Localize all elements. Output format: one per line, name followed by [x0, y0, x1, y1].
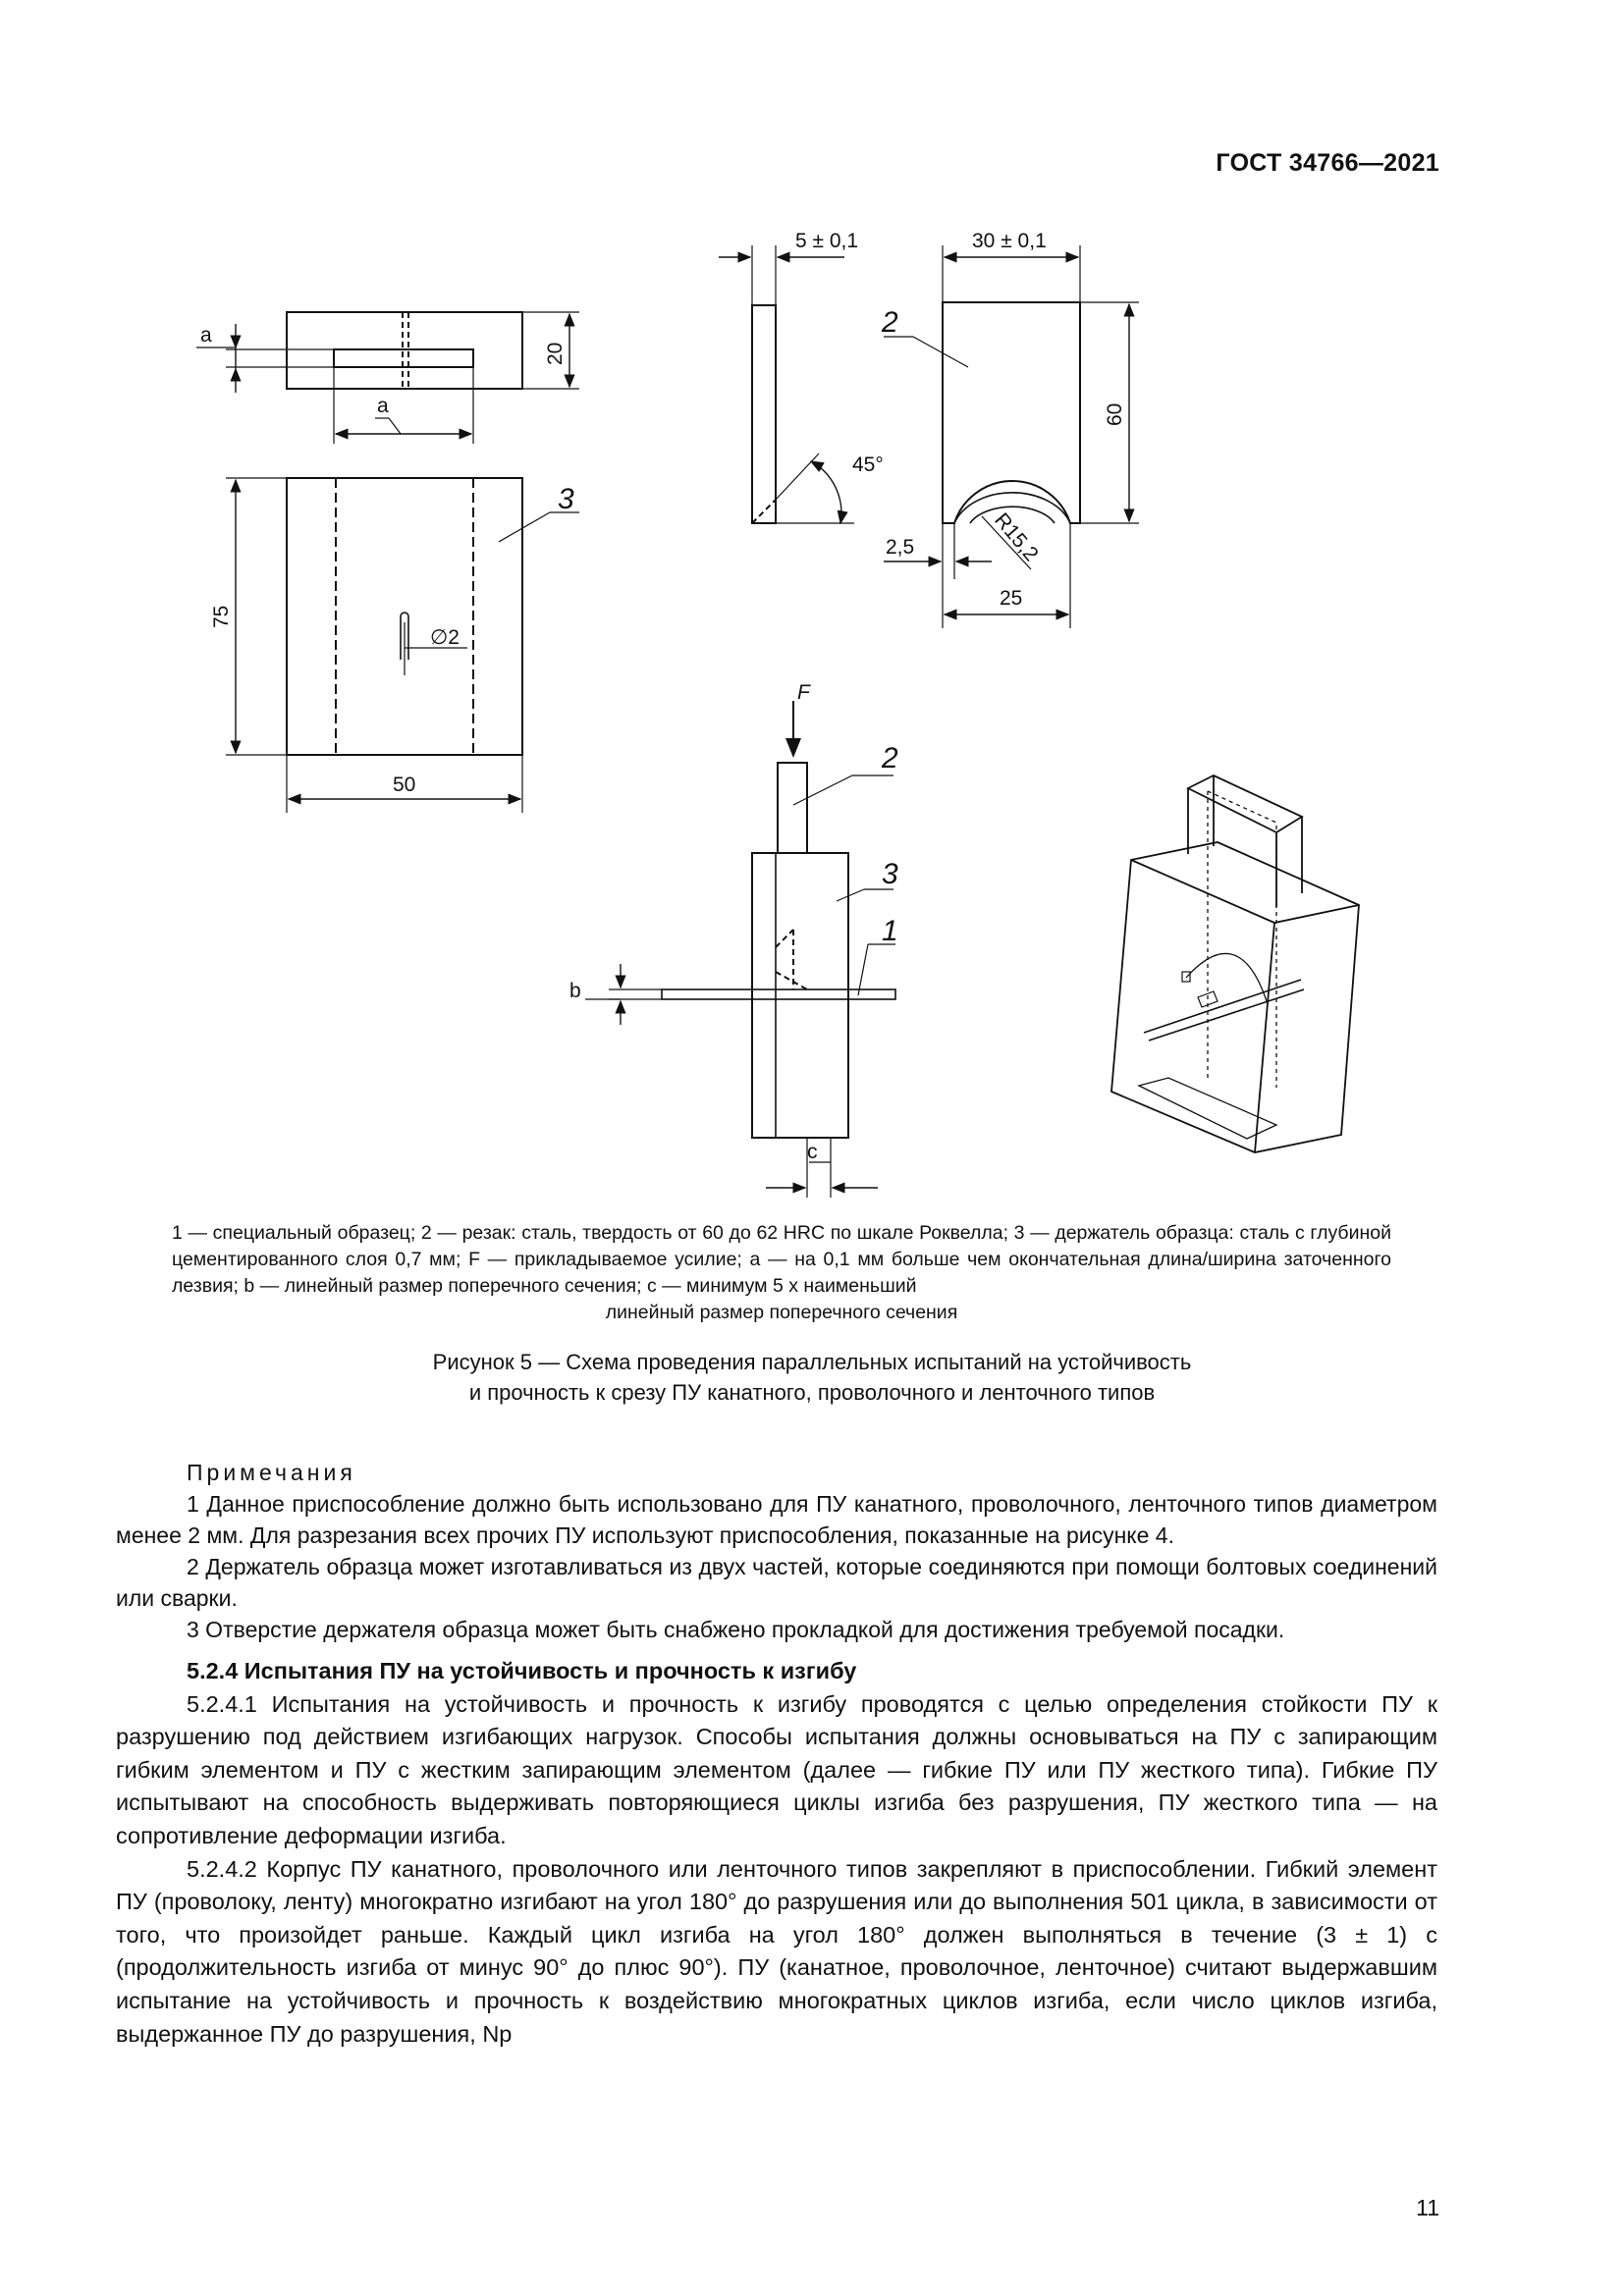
angle-label: 45° — [852, 454, 884, 476]
holder-height-label: 75 — [210, 605, 233, 628]
cutter-height-label: 60 — [1104, 402, 1126, 426]
assembly-cutter — [778, 763, 807, 853]
holder-front-view — [210, 478, 579, 813]
cutter-front-outline — [943, 302, 1080, 523]
hole-diameter-label: ∅2 — [430, 626, 460, 649]
assembly-holder — [752, 853, 848, 1138]
cutter-front-view — [881, 230, 1139, 628]
assembly-view — [569, 681, 898, 1198]
assembly-sample — [662, 989, 895, 999]
callout-cutter: 2 — [882, 742, 898, 774]
cutter-side-outline — [752, 305, 776, 523]
cutter-side-view — [719, 230, 884, 523]
cutter-width-label: 30 ± 0,1 — [972, 230, 1047, 252]
offset-label: 2,5 — [886, 536, 915, 559]
page-number: 11 — [1416, 2195, 1439, 2220]
callout-holder-assembly: 3 — [882, 858, 898, 890]
slot-width-label: a — [377, 395, 389, 417]
notes-title: Примечания — [187, 1460, 356, 1485]
caption-line1: Рисунок 5 — Схема проведения параллельных испытаний на устойчивость — [432, 1350, 1192, 1374]
callout-holder: 3 — [558, 483, 574, 515]
standard-code: ГОСТ 34766—2021 — [1216, 149, 1439, 177]
section-paragraph: 5.2.4.2 Корпус ПУ канатного, проволочного или ленточного типов закрепляют в приспособлении. Гибкий элемент ПУ (проволоку, ленту) многократно изгибают на угол 180° до разрушения или до выполнения 501 цикла, в зависимости от того, что произойдет раньше. Каждый цикл изгиба на угол 180° должен выполняться в течение (3 ± 1) с (продолжительность изгиба от минус 90° до плюс 90°). ПУ (канатное, проволочное, ленточное) считают выдержавшим испытание на устойчивость и прочность к воздействию многократных циклов изгиба, если число циклов изгиба, выдержанное ПУ до разрушения, Nр — [116, 1855, 1437, 2047]
note-item: 1 Данное приспособление должно быть использовано для ПУ канатного, проволочного, ленточного типов диаметром менее 2 мм. Для разрезания всех прочих ПУ используют приспособления, показанные на рисунке 4. — [116, 1491, 1437, 1548]
force-label: F — [797, 681, 810, 704]
slot-depth-label: a — [200, 324, 212, 347]
min-label: c — [807, 1141, 818, 1163]
note-item: 3 Отверстие держателя образца может быть снабжено прокладкой для достижения требуемой посадки. — [187, 1617, 1285, 1642]
notes — [116, 1457, 1437, 1645]
holder-top-view — [196, 312, 579, 444]
legend-line2: линейный размер поперечного сечения — [605, 1302, 958, 1323]
caption-line2: и прочность к срезу ПУ канатного, проволочного и ленточного типов — [468, 1380, 1156, 1405]
section-paragraph: 5.2.4.1 Испытания на устойчивость и прочность к изгибу проводятся с целью определения стойкости ПУ к разрушению под действием изгибающих нагрузок. Способы испытания должны основываться на ПУ с запирающим гибким элементом и ПУ с жестким запирающим элементом (далее — гибкие ПУ или ПУ жесткого типа). Гибкие ПУ испытывают на способность выдерживать повторяющиеся циклы изгиба без разрушения, ПУ жесткого типа — на сопротивление деформации изгиба. — [116, 1690, 1437, 1848]
bottom-width-label: 25 — [1000, 587, 1023, 610]
figure-caption — [196, 1347, 1428, 1408]
isometric-view — [1111, 775, 1359, 1152]
callout-cutter-top: 2 — [882, 306, 898, 339]
note-item: 2 Держатель образца может изготавливаться из двух частей, которые соединяются при помощи болтовых соединений или сварки. — [116, 1554, 1437, 1611]
section-heading: 5.2.4 Испытания ПУ на устойчивость и прочность к изгибу — [187, 1658, 857, 1683]
blade-thickness-label: 5 ± 0,1 — [795, 230, 859, 252]
legend-line1: 1 — специальный образец; 2 — резак: сталь, твердость от 60 до 62 HRC по шкале Роквелла; 3 — держатель образца: сталь с глубиной цементированного слоя 0,7 мм; F — прикладываемое усилие; a — на 0,1 мм больше чем окончательная длина/ширина заточенного лезвия; b — линейный размер поперечного сечения; c — минимум 5 х наименьший — [172, 1222, 1391, 1297]
radius-label: R15,2 — [990, 508, 1043, 566]
figure-legend — [172, 1220, 1391, 1326]
holder-front-outline — [287, 478, 522, 755]
section-label: b — [569, 980, 581, 1002]
callout-sample: 1 — [882, 915, 898, 947]
slot-height-label: 20 — [544, 342, 567, 365]
holder-width-label: 50 — [393, 774, 416, 796]
section-5-2-4 — [116, 1655, 1437, 2051]
